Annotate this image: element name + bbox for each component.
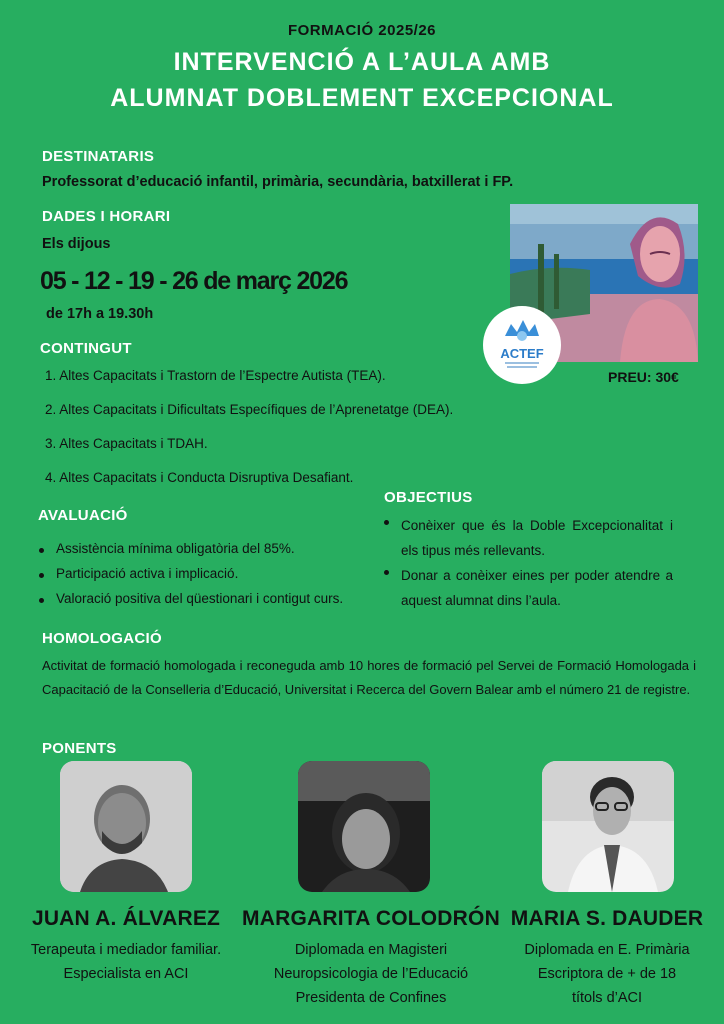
speaker-desc-line: Especialista en ACI — [63, 966, 189, 982]
avaluacio-item: Participació activa i implicació. — [36, 566, 366, 591]
speaker-desc-line: Diplomada en Magisteri — [294, 942, 448, 958]
speaker-desc-line: Terapeuta i mediador familiar. — [30, 942, 222, 958]
contingut-item: 1. Altes Capacitats i Trastorn de l’Espectre Autista (TEA). — [45, 368, 386, 383]
homologacio-text: Activitat de formació homologada i reconeguda amb 10 hores de formació pel Servei de Formació Homologada i Capacitació de la Conselleria d’Educació, Universitat i Recerca del Govern Balear amb el número 21 de registre. — [42, 658, 696, 697]
logo-text: ACTEF — [500, 346, 544, 361]
contingut-item: 2. Altes Capacitats i Dificultats Específiques de l’Aprenetatge (DEA). — [45, 402, 454, 417]
destinataris-text: Professorat d’educació infantil, primària, secundària, batxillerat i FP. — [42, 174, 514, 190]
speaker-desc-juan — [14, 938, 238, 986]
dades-hours: de 17h a 19.30h — [46, 306, 154, 322]
objectius-item: Donar a conèixer eines per poder atendre a aquest alumnat dins l’aula. — [381, 563, 673, 613]
price-label: PREU: 30€ — [608, 369, 679, 385]
speaker-desc-line: Neuropsicologia de l’Educació — [273, 966, 469, 982]
speaker-desc-line: Escriptora de + de 18 — [537, 966, 677, 982]
title-line-2: ALUMNAT DOBLEMENT EXCEPCIONAL — [110, 84, 614, 112]
speaker-desc-line: Presidenta de Confines — [295, 990, 447, 1006]
dades-heading: DADES I HORARI — [42, 208, 171, 225]
homologacio-heading: HOMOLOGACIÓ — [42, 630, 162, 647]
speaker-photo-juan — [60, 761, 192, 892]
avaluacio-heading: AVALUACIÓ — [38, 507, 128, 524]
avaluacio-item: Assistència mínima obligatòria del 85%. — [36, 541, 366, 566]
contingut-item: 4. Altes Capacitats i Conducta Disruptiva Desafiant. — [45, 470, 354, 485]
speaker-desc-margarita — [240, 938, 502, 1010]
avaluacio-list — [36, 541, 366, 616]
contingut-heading: CONTINGUT — [40, 340, 132, 357]
speaker-name-margarita: MARGARITA COLODRÓN — [242, 907, 500, 930]
objectius-heading: OBJECTIUS — [384, 489, 473, 506]
ponents-heading: PONENTS — [42, 740, 117, 757]
course-year: FORMACIÓ 2025/26 — [287, 22, 437, 39]
speaker-desc-line: Diplomada en E. Primària — [524, 942, 690, 958]
contingut-item: 3. Altes Capacitats i TDAH. — [45, 436, 208, 451]
dades-dates: 05 - 12 - 19 - 26 de març 2026 — [40, 267, 348, 295]
speaker-photo-margarita — [298, 761, 430, 892]
dades-day: Els dijous — [42, 236, 111, 252]
speaker-name-maria: MARIA S. DAUDER — [510, 907, 704, 930]
avaluacio-item: Valoració positiva del qüestionari i contigut curs. — [36, 591, 366, 616]
speaker-name-juan: JUAN A. ÁLVAREZ — [31, 907, 221, 930]
objectius-list — [381, 513, 673, 613]
title-line-1: INTERVENCIÓ A L’AULA AMB — [173, 48, 551, 76]
speaker-desc-line: títols d’ACI — [571, 990, 643, 1006]
actef-logo — [483, 306, 561, 384]
speaker-photo-maria — [542, 761, 674, 892]
destinataris-heading: DESTINATARIS — [42, 148, 155, 165]
contingut-list — [45, 368, 453, 504]
objectius-item: Conèixer que és la Doble Excepcionalitat i els tipus més rellevants. — [381, 513, 673, 563]
speaker-desc-maria — [504, 938, 710, 1010]
